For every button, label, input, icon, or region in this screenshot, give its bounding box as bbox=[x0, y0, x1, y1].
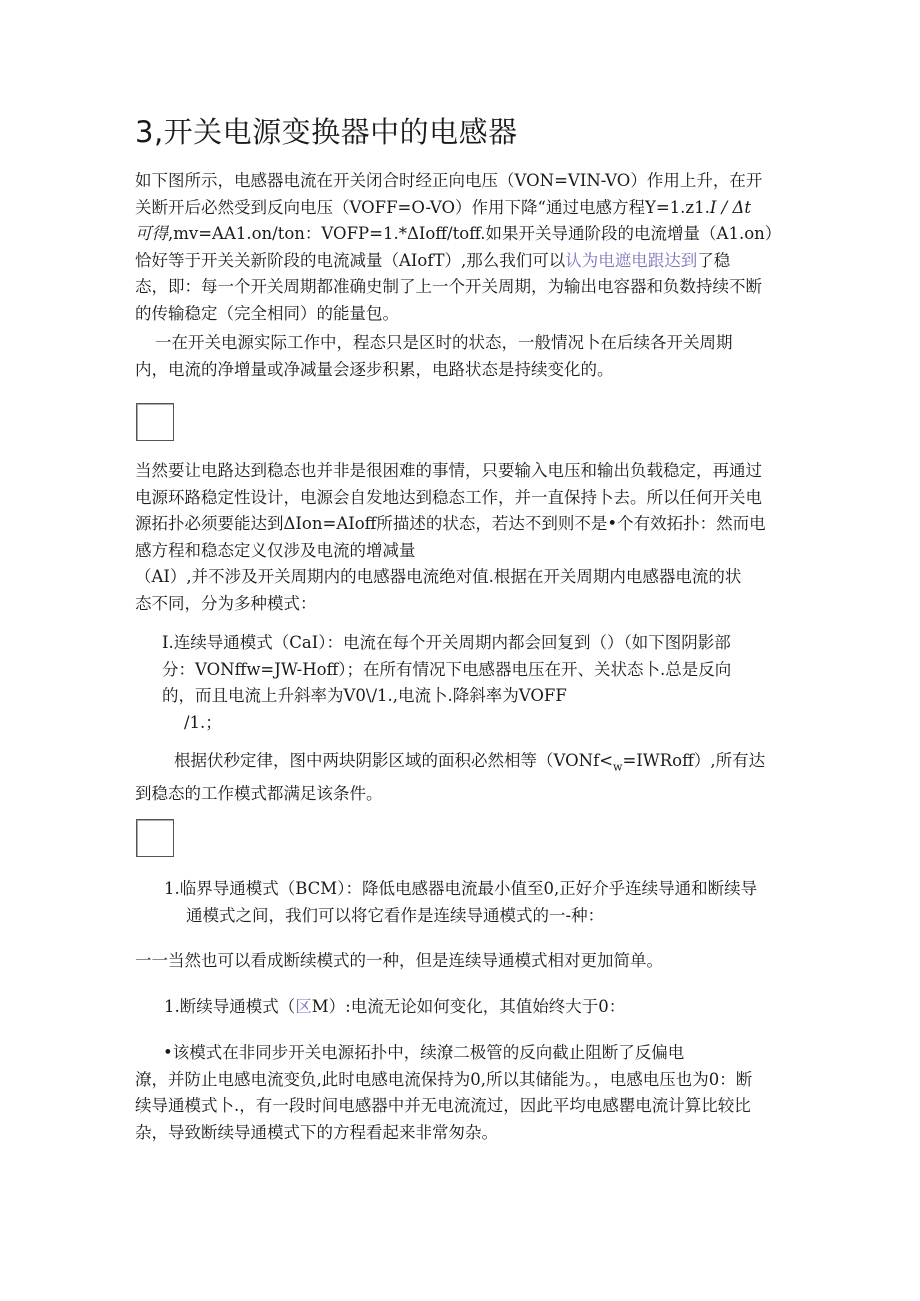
text-line: 到稳态的工作模式都满足该条件。 bbox=[135, 783, 383, 803]
text-line bbox=[164, 994, 625, 1021]
text-line: 当然要让电路达到稳态也并非是很困难的事情，只要输入电压和输出负载稳定，再通过 bbox=[135, 461, 762, 480]
text-line: 态不同，分为多种模式： bbox=[135, 593, 317, 613]
text-line: 续导通模式卜.，有一段时间电感器中并无电流流过，因此平均电感罌电流计算比较比 bbox=[135, 1096, 751, 1115]
paragraph-note bbox=[135, 948, 663, 975]
text-line: 分：VONffw=JW-Hoff）；在所有情况下电感器电压在开、关状态卜.总是反向 bbox=[162, 659, 732, 679]
text-line: 1.临界导通模式（BCM）：降低电感器电流最小值至0,正好介乎连续导通和断续导 bbox=[164, 879, 758, 898]
text-span: 根据伏秒定律，图中两块阴影区域的面积必然相等（VONf< bbox=[174, 751, 614, 770]
paragraph-ccm bbox=[162, 630, 731, 736]
text-line: /1.； bbox=[184, 712, 222, 732]
paragraph-intro bbox=[135, 168, 781, 327]
paragraph-dcm bbox=[164, 994, 625, 1021]
text-line: 的，而且电流上升斜率为V0\/1.,电流卜.降斜率为VOFF bbox=[162, 686, 567, 705]
text-line bbox=[135, 195, 781, 222]
text-span: 了稳 bbox=[697, 250, 731, 270]
text-line bbox=[135, 221, 781, 248]
figure-placeholder-icon bbox=[136, 403, 174, 441]
text-span: ,mv=AA1.on/ton：VOFP=1.*ΔIoff/toff.如果开关导通阶段的电流增量（A1.on） bbox=[168, 224, 782, 243]
text-line: （AI）,并不涉及开关周期内的电感器电流绝对值.根据在开关周期内电感器电流的状 bbox=[135, 567, 742, 586]
text-span: 关断开后必然受到反向电压（VOFF=O-VO）作用下降“通过电感方程Y=1.z1. bbox=[135, 197, 710, 217]
paragraph-volt-second bbox=[135, 748, 766, 807]
text-line: 内，电流的净增量或净减量会逐步积累，电路状态是持续变化的。 bbox=[135, 359, 614, 379]
paragraph-dcm-detail bbox=[135, 1040, 753, 1146]
text-line: 杂，导致断续导通模式下的方程看起来非常匆杂。 bbox=[135, 1122, 498, 1142]
highlighted-text: 区 bbox=[295, 997, 312, 1016]
text-line: 的传输稳定（完全相同）的能量包。 bbox=[135, 303, 399, 323]
text-line: 一在开关电源实际工作中，程态只是区时的状态，一般情况卜在后续各开关周期 bbox=[155, 333, 733, 352]
text-span: =IWRoff）,所有达 bbox=[622, 751, 766, 770]
text-line: 电源环路稳定性设计，电源会自发地达到稳态工作，并一直保持卜去。所以任何开关电 bbox=[135, 487, 762, 507]
page-title: 3,开关电源变换器中的电感器 bbox=[135, 115, 518, 149]
text-line: 如下图所示，电感器电流在开关闭合时经正向电压（VON=VIN-VO）作用上升，在开 bbox=[135, 171, 763, 190]
figure-placeholder-icon bbox=[136, 819, 174, 857]
highlighted-text: 认为电遮电跟达到 bbox=[565, 250, 698, 270]
text-line: 感方程和稳态定义仅涉及电流的增减量 bbox=[135, 540, 416, 560]
text-span: 恰好等于开关关新阶段的电流减量（AIofT）,那么我们可以 bbox=[135, 250, 566, 270]
paragraph-steady-state bbox=[135, 458, 766, 617]
text-span: 可得 bbox=[135, 224, 168, 243]
text-line: •该模式在非同步开关电源拓扑中，续潦二极管的反向截止阻断了反偏电 bbox=[163, 1043, 685, 1062]
text-span: M）:电流无论如何变化，其值始终大于0： bbox=[311, 997, 626, 1016]
text-span: 1.断续导通模式（ bbox=[164, 997, 296, 1016]
paragraph-bcm bbox=[164, 876, 757, 929]
text-span: w bbox=[613, 760, 623, 774]
paragraph-transient bbox=[135, 330, 733, 383]
text-line: 态，即：每一个开关周期都准确史制了上一个开关周期，为输出电容器和负数持续不断 bbox=[135, 277, 762, 296]
text-line: 源拓扑必须要能达到ΔIon=AIoff所描述的状态，若达不到则不是•个有效拓扑：然而电 bbox=[135, 514, 766, 533]
text-line bbox=[135, 248, 781, 275]
text-span: I / Δt bbox=[709, 197, 751, 217]
text-line: 通模式之间，我们可以将它看作是连续导通模式的一-种： bbox=[186, 905, 605, 925]
text-line bbox=[174, 748, 765, 781]
text-line: I.连续导通模式（CaI）：电流在每个开关周期内都会回复到（）（如下图阴影部 bbox=[162, 633, 731, 652]
text-line: 一一当然也可以看成断续模式的一种，但是连续导通模式相对更加简单。 bbox=[135, 951, 663, 970]
text-line: 潦，并防止电感电流变负,此时电感电流保持为0,所以其储能为。，电感电压也为0：断 bbox=[135, 1069, 753, 1089]
